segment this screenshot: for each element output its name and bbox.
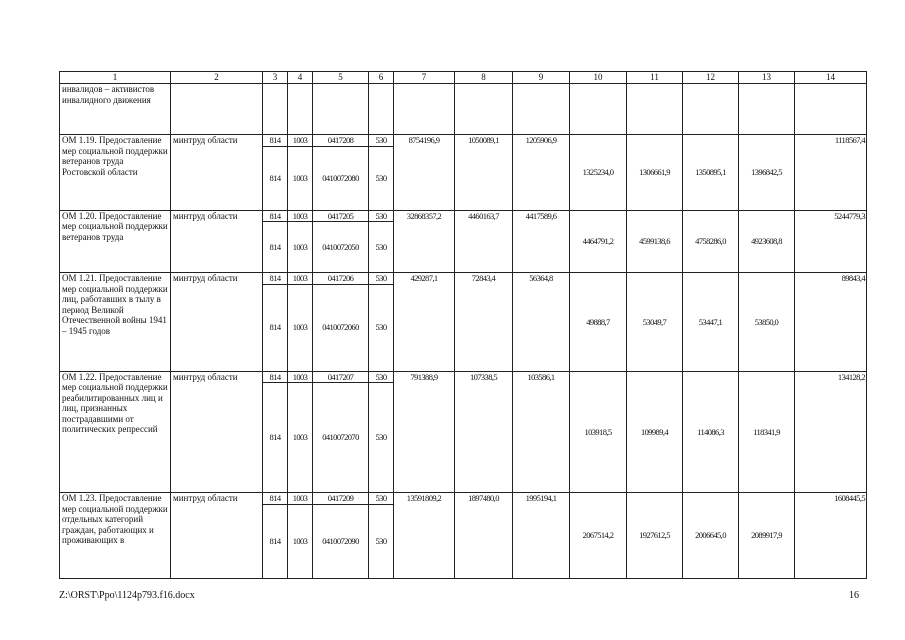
rzpr-cell: 1003: [288, 222, 313, 273]
grbs-cell: 814: [263, 146, 288, 210]
total-cell: 13591809,2: [394, 493, 455, 579]
vr-cell: 530: [369, 146, 394, 210]
table-row: [60, 210, 867, 222]
vr-cell: 530: [369, 493, 394, 505]
rzpr-cell: 1003: [288, 493, 313, 505]
total-cell: 8754196,9: [394, 135, 455, 211]
vr-cell: 530: [369, 284, 394, 371]
column-header: 14: [795, 72, 867, 84]
column-header: 3: [263, 72, 288, 84]
y2019-cell: 4460163,7: [455, 210, 513, 273]
grbs-cell: 814: [263, 371, 288, 383]
csr-cell: 0417205: [313, 210, 369, 222]
rzpr-cell: 1003: [288, 273, 313, 285]
y2025-cell: 89843,4: [795, 273, 867, 372]
continued-row: [60, 84, 867, 135]
column-header: 9: [513, 72, 570, 84]
executor-cell: минтруд области: [171, 493, 263, 579]
header-row: [60, 72, 867, 84]
vr-cell: 530: [369, 210, 394, 222]
rzpr-cell: 1003: [288, 371, 313, 383]
y2019-cell: 107338,5: [455, 371, 513, 493]
y2023-cell: 4758286,0: [683, 210, 739, 273]
grbs-cell: 814: [263, 210, 288, 222]
csr-cell: 0417207: [313, 371, 369, 383]
y2019-cell: 1897480,0: [455, 493, 513, 579]
column-header: 7: [394, 72, 455, 84]
table-row: [60, 371, 867, 383]
column-header: 2: [171, 72, 263, 84]
y2019-cell: 1050089,1: [455, 135, 513, 211]
y2022-cell: 109989,4: [627, 371, 683, 493]
csr-cell: 0417209: [313, 493, 369, 505]
budget-table: [59, 71, 867, 579]
vr-cell: 530: [369, 371, 394, 383]
csr-cell: 0410072050: [313, 222, 369, 273]
y2021-cell: 1325234,0: [570, 135, 627, 211]
y2020-cell: 103586,1: [513, 371, 570, 493]
y2020-cell: 1205906,9: [513, 135, 570, 211]
vr-cell: 530: [369, 383, 394, 493]
csr-cell: 0410072060: [313, 284, 369, 371]
vr-cell: 530: [369, 135, 394, 147]
page-number: 16: [849, 590, 859, 601]
csr-cell: 0410072080: [313, 146, 369, 210]
vr-cell: 530: [369, 504, 394, 578]
row-name-cell: ОМ 1.21. Предоставление мер социальной поддержки лиц, работавших в тылу в период Великой Отечественной войны 1941 – 1945 годов: [60, 273, 171, 372]
file-path: Z:\ORST\Ppo\1124p793.f16.docx: [59, 590, 195, 601]
rzpr-cell: 1003: [288, 135, 313, 147]
column-header: 13: [739, 72, 795, 84]
y2022-cell: 1927612,5: [627, 493, 683, 579]
y2023-cell: 1350895,1: [683, 135, 739, 211]
table-row: [60, 135, 867, 147]
grbs-cell: 814: [263, 135, 288, 147]
y2022-cell: 1306661,9: [627, 135, 683, 211]
executor-cell: минтруд области: [171, 135, 263, 211]
csr-cell: 0417208: [313, 135, 369, 147]
grbs-cell: 814: [263, 493, 288, 505]
y2021-cell: 4464791,2: [570, 210, 627, 273]
rzpr-cell: 1003: [288, 284, 313, 371]
vr-cell: 530: [369, 273, 394, 285]
y2025-cell: 5244779,3: [795, 210, 867, 273]
y2024-cell: 1396842,5: [739, 135, 795, 211]
grbs-cell: 814: [263, 504, 288, 578]
y2019-cell: 72843,4: [455, 273, 513, 372]
y2020-cell: 56364,8: [513, 273, 570, 372]
y2024-cell: 4923608,8: [739, 210, 795, 273]
column-header: 6: [369, 72, 394, 84]
y2024-cell: 2089917,9: [739, 493, 795, 579]
grbs-cell: 814: [263, 383, 288, 493]
rzpr-cell: 1003: [288, 383, 313, 493]
table-row: [60, 273, 867, 285]
y2021-cell: 49888,7: [570, 273, 627, 372]
y2025-cell: 1118567,4: [795, 135, 867, 211]
grbs-cell: 814: [263, 222, 288, 273]
row-name-cell: ОМ 1.22. Предоставление мер социальной поддержки реабилитированных лиц и лиц, признанных пострадавшими от политических репрессий: [60, 371, 171, 493]
rzpr-cell: 1003: [288, 504, 313, 578]
y2022-cell: 4599138,6: [627, 210, 683, 273]
column-header: 10: [570, 72, 627, 84]
y2025-cell: 1608445,5: [795, 493, 867, 579]
rzpr-cell: 1003: [288, 146, 313, 210]
row-name-cell: ОМ 1.23. Предоставление мер социальной поддержки отдельных категорий граждан, работающих и проживающих в: [60, 493, 171, 579]
executor-cell: минтруд области: [171, 210, 263, 273]
y2022-cell: 53049,7: [627, 273, 683, 372]
executor-cell: минтруд области: [171, 273, 263, 372]
rzpr-cell: 1003: [288, 210, 313, 222]
total-cell: 32868357,2: [394, 210, 455, 273]
table-row: [60, 493, 867, 505]
y2020-cell: 1995194,1: [513, 493, 570, 579]
y2024-cell: 53850,0: [739, 273, 795, 372]
row-name-cell: инвалидов – активистов инвалидного движения: [60, 84, 171, 135]
y2025-cell: 134128,2: [795, 371, 867, 493]
y2021-cell: 2067514,2: [570, 493, 627, 579]
csr-cell: 0410072070: [313, 383, 369, 493]
y2020-cell: 4417589,6: [513, 210, 570, 273]
executor-cell: минтруд области: [171, 371, 263, 493]
y2023-cell: 114086,3: [683, 371, 739, 493]
row-name-cell: ОМ 1.20. Предоставление мер социальной поддержки ветеранов труда: [60, 210, 171, 273]
row-name-cell: ОМ 1.19. Предоставление мер социальной поддержки ветеранов труда Ростовской области: [60, 135, 171, 211]
column-header: 5: [313, 72, 369, 84]
y2021-cell: 103918,5: [570, 371, 627, 493]
csr-cell: 0410072090: [313, 504, 369, 578]
grbs-cell: 814: [263, 273, 288, 285]
column-header: 8: [455, 72, 513, 84]
y2023-cell: 2006645,0: [683, 493, 739, 579]
y2023-cell: 53447,1: [683, 273, 739, 372]
column-header: 1: [60, 72, 171, 84]
column-header: 11: [627, 72, 683, 84]
vr-cell: 530: [369, 222, 394, 273]
column-header: 12: [683, 72, 739, 84]
grbs-cell: 814: [263, 284, 288, 371]
y2024-cell: 118341,9: [739, 371, 795, 493]
column-header: 4: [288, 72, 313, 84]
total-cell: 791388,9: [394, 371, 455, 493]
csr-cell: 0417206: [313, 273, 369, 285]
total-cell: 429287,1: [394, 273, 455, 372]
